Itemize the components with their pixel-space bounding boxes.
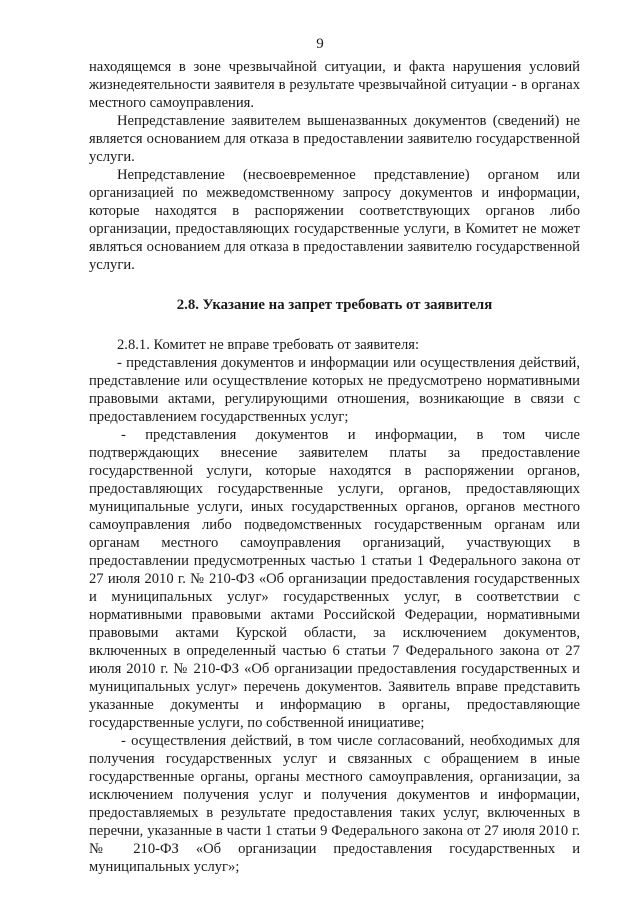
paragraph-continuation: находящемся в зоне чрезвычайной ситуации, и факта нарушения условий жизнедеятельности заявителя в результате чрезвычайной ситуации - в органах местного самоуправления. [89, 59, 580, 111]
paragraph-interagency: Непредставление (несвоевременное представление) органом или организацией по межведомственному запросу документов и информации, которые находятся в распоряжении соответствующих органов либо организации, предоставляющих государственные услуги, в Комитет не может являться основанием для отказа в предоставлении заявителю государственной услуги. [89, 167, 580, 273]
list-item: - представления документов и информации или осуществления действий, представление или осуществление которых не предусмотрено нормативными правовыми актами, регулирующими отношения, возникающие в связи с предоставлением государственных услуг; [89, 355, 580, 425]
paragraph-nonsubmission: Непредставление заявителем вышеназванных документов (сведений) не является основанием для отказа в предоставлении заявителю государственной услуги. [89, 113, 580, 165]
list-item: - представления документов и информации, в том числе подтверждающих внесение заявителем платы за предоставление государственной услуги, которые находятся в распоряжении органов, предоставляющих государственные услуги, органов, предоставляющих муниципальные услуги, иных государственных органов, органов местного самоуправления либо подведомственных государственным органам или органам местного самоуправления организаций, участвующих в предоставлении предусмотренных частью 1 статьи 1 Федерального закона от 27 июля 2010 г. № 210-ФЗ «Об организации предоставления государственных и муниципальных услуг» государственных услуг, в соответствии с нормативными правовыми актами Российской Федерации, нормативными правовыми актами Курской области, за исключением документов, включенных в определенный частью 6 статьи 7 Федерального закона от 27 июля 2010 г. № 210-ФЗ «Об организации предоставления государственных и муниципальных услуг» перечень документов. Заявитель вправе представить указанные документы и информацию в органы, предоставляющие государственные услуги, по собственной инициативе; [89, 427, 580, 731]
page-number: 9 [316, 36, 324, 52]
section-heading: 2.8. Указание на запрет требовать от заявителя [176, 297, 493, 313]
document-body [89, 58, 580, 876]
list-item: - осуществления действий, в том числе согласований, необходимых для получения государственных услуг и связанных с обращением в иные государственные органы, органы местного самоуправления, организации, за исключением получения услуг и получения документов и информации, предоставляемых в результате предоставления таких услуг, включенных в перечни, указанные в части 1 статьи 9 Федерального закона от 27 июля 2010 г. № 210-ФЗ «Об организации предоставления государственных и муниципальных услуг»; [89, 733, 580, 875]
section-intro: 2.8.1. Комитет не вправе требовать от заявителя: [117, 337, 420, 353]
